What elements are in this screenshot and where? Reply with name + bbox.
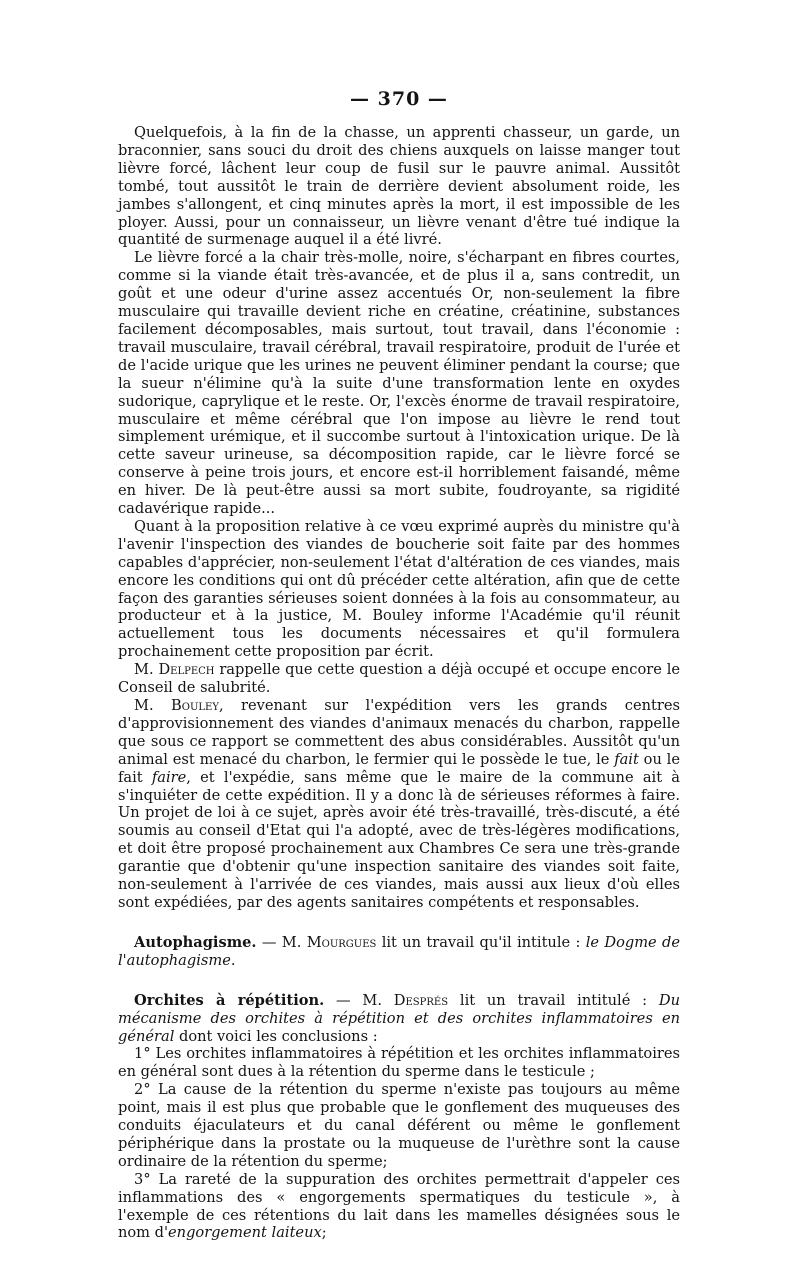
orchites-dash: —: [324, 991, 363, 1009]
conclusion-2: 2° La cause de la rétention du sperme n'existe pas toujours au même point, mais il est plus que probable que le gonflement des muqueuses des conduits éjaculateurs et du canal déférent ou même le gonflement périphérique dans la prostate ou la muqueuse de l'urèthre sont la cause ordinaire de la rétention du sperme;: [118, 1081, 680, 1170]
bouley-text-c: , et l'expédie, sans même que le maire de la commune ait à s'inquiéter de cette expédition. Il y a donc là de sérieuses réformes à faire. Un projet de loi à ce sujet, après avoir été très-travaillé, très-discuté, a été soumis au conseil d'Etat qui l'a adopté, avec de très-légères modifications, et doit être proposé prochainement aux Chambres Ce sera une très-grande garantie que d'obtenir qu'une inspection sanitaire des viandes soit faite, non-seulement à l'arrivée de ces viandes, mais aussi aux lieux d'où elles sont expédiées, par des agents sanitaires compétents et responsables.: [118, 768, 681, 911]
paragraph-autophagisme: [118, 934, 680, 970]
autophagisme-dash: —: [256, 933, 282, 951]
heading-orchites: Orchites à répétition.: [134, 991, 325, 1009]
page-number: — 370 —: [350, 88, 448, 110]
bouley-text-a: , revenant sur l'expédition vers les grands centres d'approvisionnement des viandes d'animaux menacés du charbon, rappelle que sous ce rapport se commettent des abus considérables. Aussitôt qu'un animal est menacé du charbon, le fermier qui le possède le tue, le: [118, 697, 680, 768]
conclusion-3-end: ;: [321, 1224, 327, 1242]
paragraph-orchites: [118, 992, 680, 1046]
paragraph-lievre-force: Le lièvre forcé a la chair très-molle, noire, s'écharpant en fibres courtes, comme si la viande était très-avancée, et de plus il a, sans contredit, un goût et une odeur d'urine assez accentués Or, non-seulement la fibre musculaire qui travaille devient riche en créatine, créatinine, substances facilement décomposables, mais surtout, tout travail, dans l'économie : travail musculaire, travail cérébral, travail respiratoire, produit de l'urée et de l'acide urique que les urines ne peuvent éliminer pendant la course; que la sueur n'élimine qu'à la suite d'une transformation lente en oxydes sudorique, caprylique et le reste. Or, l'excès énorme de travail respiratoire, musculaire et même cérébral que l'on impose au lièvre le rend tout simplement urémique, et il succombe surtout à l'intoxication urique. De là cette saveur urineuse, sa décomposition rapide, car le lièvre forcé se conserve à peine trois jours, et encore est-il horriblement faisandé, même en hiver. De là peut-être aussi sa mort subite, foudroyante, sa rigidité cadavérique rapide...: [118, 249, 680, 518]
speaker-despres: M. Després: [362, 991, 449, 1009]
section-autophagisme: [118, 934, 680, 970]
orchites-text-after: dont voici les conclusions :: [174, 1027, 378, 1045]
bouley-text-b: ou le fait: [118, 750, 680, 786]
autophagisme-title: le Dogme de l'autophagisme.: [118, 933, 680, 969]
heading-autophagisme: Autophagisme.: [134, 933, 257, 951]
paragraph-delpech: [118, 661, 680, 697]
speaker-bouley: M. Bouley: [134, 697, 219, 714]
autophagisme-text: lit un travail qu'il intitule :: [376, 933, 586, 951]
section-orchites: [118, 992, 680, 1243]
conclusion-3-text: 3° La rareté de la suppuration des orchites permettrait d'appeler ces inflammations des « engorgements spermatiques du testicule », à l'exemple de ces rétentions du lait dans les mamelles désignées sous le nom d': [118, 1170, 680, 1242]
bouley-italic-fait: fait: [614, 750, 639, 768]
orchites-title: Du mécanisme des orchites à répétition et des orchites inflammatoires en général: [118, 991, 680, 1045]
delpech-text: rappelle que cette question a déjà occupé et occupe encore le Conseil de salubrité.: [118, 661, 680, 697]
document-page: [118, 88, 680, 1242]
speaker-delpech: M. Delpech: [134, 661, 215, 679]
conclusion-3-italic: engorgement laiteux: [168, 1224, 322, 1242]
paragraph-bouley: [118, 697, 680, 912]
conclusion-3: [118, 1171, 680, 1243]
paragraph-inspection-viandes: Quant à la proposition relative à ce vœu exprimé auprès du ministre qu'à l'avenir l'inspection des viandes de boucherie soit faite par des hommes capables d'apprécier, non-seulement l'état d'altération de ces viandes, mais encore les conditions qui ont dû précéder cette altération, afin que de cette façon des garanties sérieuses soient données à la fois au consommateur, au producteur et à la justice, M. Bouley informe l'Académie qu'il réunit actuellement tous les documents nécessaires et qu'il formulera prochainement cette proposition par écrit.: [118, 517, 680, 661]
bouley-italic-faire: faire: [151, 768, 187, 786]
conclusion-1: 1° Les orchites inflammatoires à répétition et les orchites inflammatoires en général sont dues à la rétention du sperme dans le testicule ;: [118, 1045, 680, 1081]
paragraph-lievre-chasse: Quelquefois, à la fin de la chasse, un apprenti chasseur, un garde, un braconnier, sans souci du droit des chiens auxquels on laisse manger tout lièvre forcé, lâchent leur coup de fusil sur le pauvre animal. Aussitôt tombé, tout aussitôt le train de derrière devient absolument roide, les jambes s'allongent, et cinq minutes après la mort, il est impossible de les ployer. Aussi, pour un connaisseur, un lièvre venant d'être tué indique la quantité de surmenage auquel il a été livré.: [118, 124, 680, 249]
orchites-text: lit un travail intitulé :: [448, 991, 659, 1009]
speaker-mourgues: M. Mourgues: [281, 933, 377, 951]
